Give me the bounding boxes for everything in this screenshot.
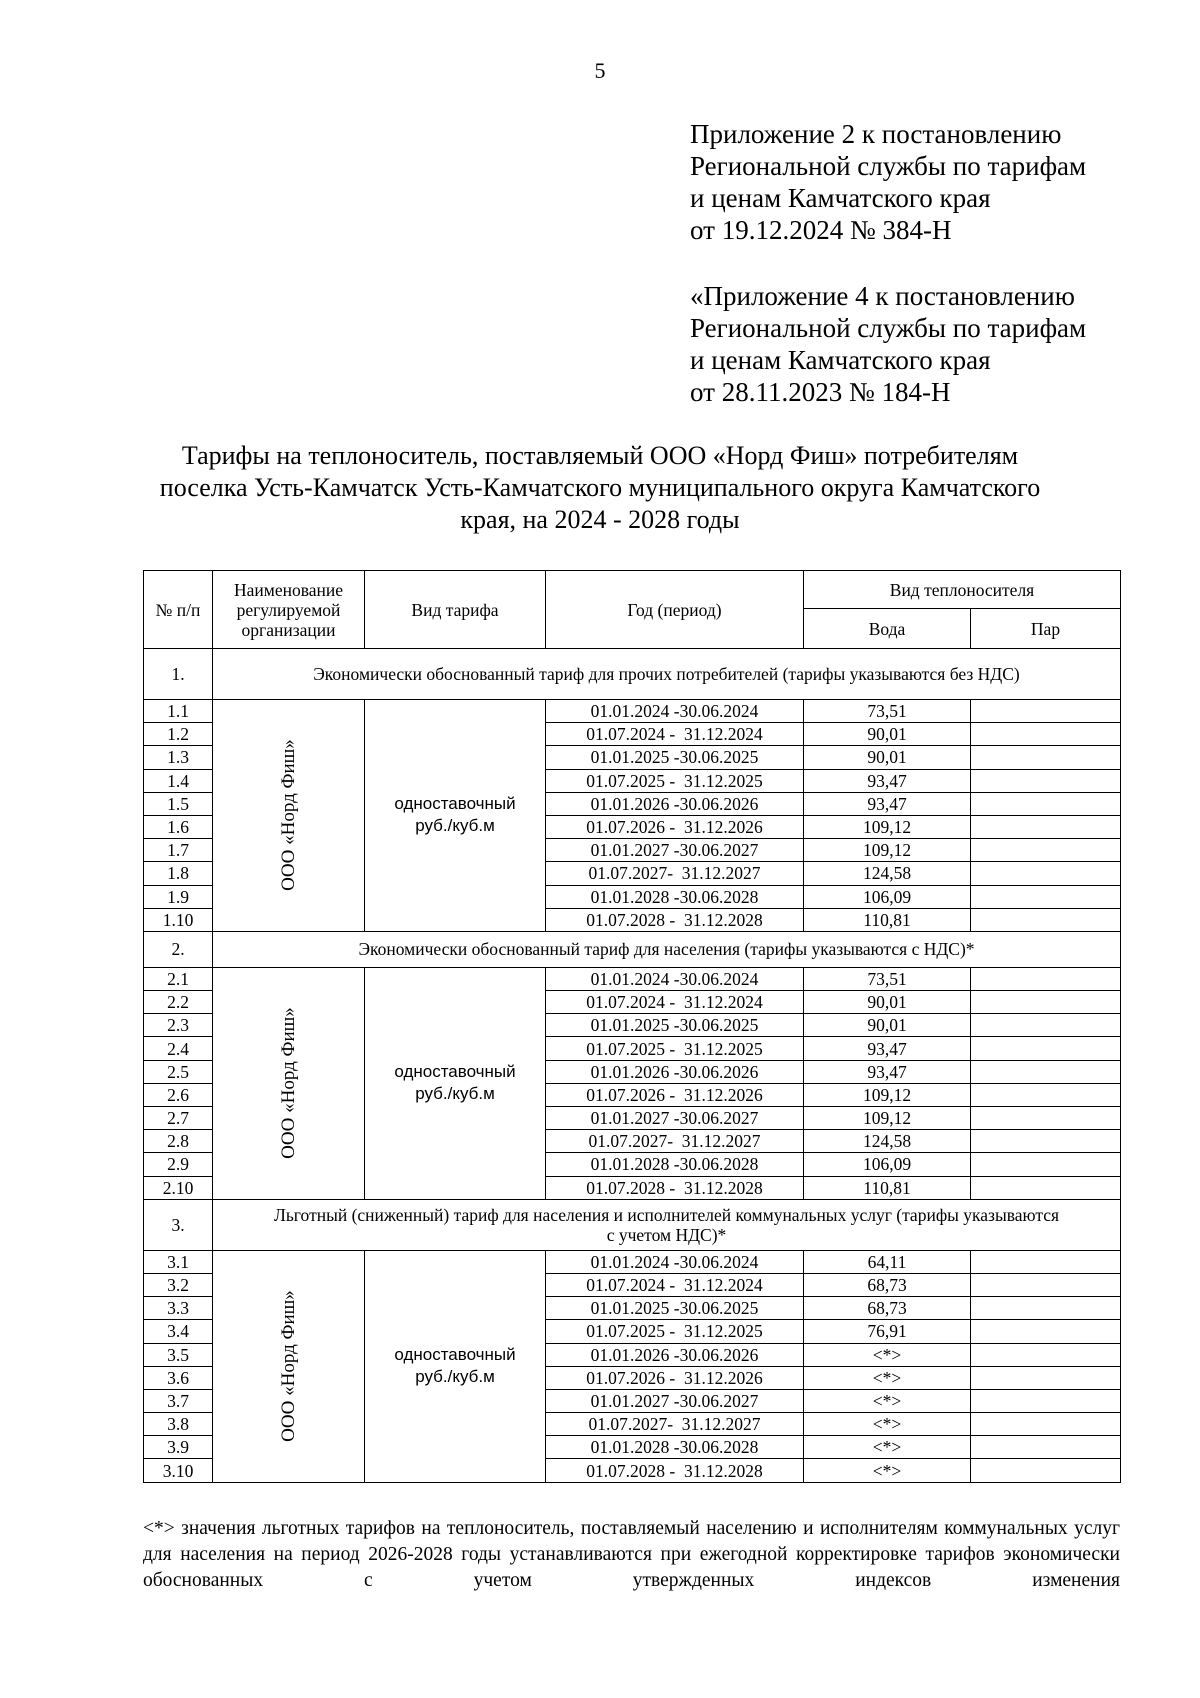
org-name-cell [213, 967, 365, 1199]
section-number: 3. [144, 1199, 213, 1250]
water-tariff: 93,47 [804, 769, 971, 792]
row-number: 3.1 [144, 1250, 213, 1273]
water-tariff: 93,47 [804, 1060, 971, 1083]
document-title [100, 440, 1100, 536]
row-number: 1.2 [144, 723, 213, 746]
period: 01.07.2024 - 31.12.2024 [546, 1273, 804, 1296]
row-number: 3.4 [144, 1320, 213, 1343]
row-number: 3.9 [144, 1436, 213, 1459]
water-tariff: 110,81 [804, 908, 971, 931]
steam-tariff [971, 1060, 1121, 1083]
steam-tariff [971, 1153, 1121, 1176]
appendix-line: и ценам Камчатского края [690, 183, 991, 213]
title-line: Тарифы на теплоноситель, поставляемый ООО «Норд Фиш» потребителям [181, 441, 1019, 470]
period: 01.01.2025 -30.06.2025 [546, 746, 804, 769]
header-tariff-type: Вид тарифа [365, 571, 546, 649]
period: 01.07.2028 - 31.12.2028 [546, 908, 804, 931]
footnote: <*> значения льготных тарифов на теплоноситель, поставляемый населению и исполнителям коммунальных услуг для населения на период 2026-2028 годы устанавливаются при ежегодной корректировке тарифов экономически обоснованных с учетом утвержденных индексов изменения [143, 1518, 1120, 1591]
steam-tariff [971, 1130, 1121, 1153]
water-tariff: <*> [804, 1366, 971, 1389]
water-tariff: 124,58 [804, 1130, 971, 1153]
steam-tariff [971, 1273, 1121, 1296]
table-row [144, 967, 1121, 990]
period: 01.01.2026 -30.06.2026 [546, 1343, 804, 1366]
water-tariff: 109,12 [804, 1107, 971, 1130]
period: 01.01.2025 -30.06.2025 [546, 1297, 804, 1320]
org-name-cell [213, 1250, 365, 1482]
section-number: 1. [144, 649, 213, 700]
period: 01.01.2024 -30.06.2024 [546, 700, 804, 723]
water-tariff: 64,11 [804, 1250, 971, 1273]
row-number: 3.5 [144, 1343, 213, 1366]
water-tariff: 68,73 [804, 1273, 971, 1296]
appendix-line: «Приложение 4 к постановлению [690, 281, 1075, 311]
water-tariff: 76,91 [804, 1320, 971, 1343]
section-row [144, 931, 1121, 967]
water-tariff: 93,47 [804, 1037, 971, 1060]
steam-tariff [971, 1176, 1121, 1199]
header-num: № п/п [144, 571, 213, 649]
header-carrier: Вид теплоносителя [804, 571, 1121, 609]
water-tariff: 106,09 [804, 885, 971, 908]
period: 01.01.2026 -30.06.2026 [546, 1060, 804, 1083]
org-name-cell [213, 700, 365, 932]
table-row [144, 700, 1121, 723]
row-number: 3.6 [144, 1366, 213, 1389]
water-tariff: <*> [804, 1389, 971, 1412]
steam-tariff [971, 1320, 1121, 1343]
title-line: края, на 2024 - 2028 годы [460, 505, 740, 534]
appendix-header-original [690, 280, 1086, 408]
steam-tariff [971, 1366, 1121, 1389]
steam-tariff [971, 967, 1121, 990]
water-tariff: 124,58 [804, 862, 971, 885]
appendix-line: Региональной службы по тарифам [690, 151, 1087, 181]
org-name: ООО «Норд Фиш» [277, 1290, 299, 1442]
steam-tariff [971, 1083, 1121, 1106]
water-tariff: 109,12 [804, 839, 971, 862]
period: 01.01.2027 -30.06.2027 [546, 1389, 804, 1412]
row-number: 3.7 [144, 1389, 213, 1412]
org-name: ООО «Норд Фиш» [277, 1007, 299, 1160]
steam-tariff [971, 991, 1121, 1014]
row-number: 1.4 [144, 769, 213, 792]
title-line: поселка Усть-Камчатск Усть-Камчатского муниципального округа Камчатского [159, 473, 1041, 502]
row-number: 2.3 [144, 1014, 213, 1037]
steam-tariff [971, 1389, 1121, 1412]
steam-tariff [971, 1107, 1121, 1130]
row-number: 3.10 [144, 1459, 213, 1482]
period: 01.07.2028 - 31.12.2028 [546, 1176, 804, 1199]
period: 01.01.2024 -30.06.2024 [546, 967, 804, 990]
steam-tariff [971, 839, 1121, 862]
steam-tariff [971, 1343, 1121, 1366]
tariff-type: одноставочный руб./куб.м [365, 700, 546, 932]
row-number: 1.3 [144, 746, 213, 769]
water-tariff: <*> [804, 1459, 971, 1482]
section-number: 2. [144, 931, 213, 967]
row-number: 2.10 [144, 1176, 213, 1199]
table-body [144, 649, 1121, 1483]
period: 01.07.2025 - 31.12.2025 [546, 1320, 804, 1343]
row-number: 1.8 [144, 862, 213, 885]
water-tariff: 90,01 [804, 723, 971, 746]
appendix-line: от 19.12.2024 № 384-Н [690, 215, 952, 245]
steam-tariff [971, 723, 1121, 746]
steam-tariff [971, 1014, 1121, 1037]
appendix-line: Региональной службы по тарифам [690, 313, 1087, 343]
period: 01.07.2026 - 31.12.2026 [546, 1366, 804, 1389]
steam-tariff [971, 1250, 1121, 1273]
water-tariff: 106,09 [804, 1153, 971, 1176]
row-number: 2.4 [144, 1037, 213, 1060]
steam-tariff [971, 1297, 1121, 1320]
row-number: 1.6 [144, 815, 213, 838]
row-number: 3.2 [144, 1273, 213, 1296]
period: 01.01.2028 -30.06.2028 [546, 1153, 804, 1176]
steam-tariff [971, 885, 1121, 908]
water-tariff: 109,12 [804, 1083, 971, 1106]
steam-tariff [971, 1459, 1121, 1482]
water-tariff: 90,01 [804, 991, 971, 1014]
period: 01.07.2025 - 31.12.2025 [546, 1037, 804, 1060]
header-period: Год (период) [546, 571, 804, 649]
steam-tariff [971, 815, 1121, 838]
period: 01.07.2027- 31.12.2027 [546, 1130, 804, 1153]
tariff-table [143, 570, 1121, 1483]
steam-tariff [971, 769, 1121, 792]
appendix-line: и ценам Камчатского края [690, 345, 991, 375]
period: 01.07.2024 - 31.12.2024 [546, 723, 804, 746]
appendix-line: Приложение 2 к постановлению [690, 119, 1062, 149]
steam-tariff [971, 792, 1121, 815]
steam-tariff [971, 746, 1121, 769]
row-number: 2.6 [144, 1083, 213, 1106]
period: 01.07.2026 - 31.12.2026 [546, 1083, 804, 1106]
appendix-header-current [690, 118, 1086, 246]
row-number: 3.8 [144, 1413, 213, 1436]
water-tariff: 93,47 [804, 792, 971, 815]
row-number: 2.1 [144, 967, 213, 990]
section-title: Экономически обоснованный тариф для прочих потребителей (тарифы указываются без НДС) [213, 649, 1121, 700]
period: 01.01.2028 -30.06.2028 [546, 885, 804, 908]
steam-tariff [971, 1413, 1121, 1436]
water-tariff: 68,73 [804, 1297, 971, 1320]
water-tariff: <*> [804, 1413, 971, 1436]
row-number: 3.3 [144, 1297, 213, 1320]
row-number: 2.9 [144, 1153, 213, 1176]
header-org: Наименование регулируемой организации [213, 571, 365, 649]
row-number: 1.5 [144, 792, 213, 815]
water-tariff: 90,01 [804, 746, 971, 769]
steam-tariff [971, 700, 1121, 723]
row-number: 2.5 [144, 1060, 213, 1083]
period: 01.07.2025 - 31.12.2025 [546, 769, 804, 792]
row-number: 1.10 [144, 908, 213, 931]
steam-tariff [971, 862, 1121, 885]
row-number: 1.9 [144, 885, 213, 908]
period: 01.01.2025 -30.06.2025 [546, 1014, 804, 1037]
steam-tariff [971, 908, 1121, 931]
period: 01.01.2026 -30.06.2026 [546, 792, 804, 815]
appendix-line: от 28.11.2023 № 184-Н [690, 377, 951, 407]
water-tariff: 73,51 [804, 700, 971, 723]
period: 01.01.2028 -30.06.2028 [546, 1436, 804, 1459]
tariff-type: одноставочный руб./куб.м [365, 967, 546, 1199]
org-name: ООО «Норд Фиш» [277, 739, 299, 892]
period: 01.01.2027 -30.06.2027 [546, 839, 804, 862]
steam-tariff [971, 1037, 1121, 1060]
period: 01.01.2024 -30.06.2024 [546, 1250, 804, 1273]
water-tariff: <*> [804, 1343, 971, 1366]
water-tariff: <*> [804, 1436, 971, 1459]
water-tariff: 73,51 [804, 967, 971, 990]
row-number: 2.8 [144, 1130, 213, 1153]
header-steam: Пар [971, 609, 1121, 649]
water-tariff: 90,01 [804, 1014, 971, 1037]
water-tariff: 109,12 [804, 815, 971, 838]
period: 01.01.2027 -30.06.2027 [546, 1107, 804, 1130]
period: 01.07.2026 - 31.12.2026 [546, 815, 804, 838]
page-number: 5 [594, 58, 606, 83]
section-title: Экономически обоснованный тариф для населения (тарифы указываются с НДС)* [213, 931, 1121, 967]
header-water: Вода [804, 609, 971, 649]
section-row [144, 649, 1121, 700]
period: 01.07.2024 - 31.12.2024 [546, 991, 804, 1014]
row-number: 1.1 [144, 700, 213, 723]
section-title: Льготный (сниженный) тариф для населения и исполнителей коммунальных услуг (тарифы указываются с учетом НДС)* [213, 1199, 1121, 1250]
tariff-type: одноставочный руб./куб.м [365, 1250, 546, 1482]
water-tariff: 110,81 [804, 1176, 971, 1199]
period: 01.07.2027- 31.12.2027 [546, 862, 804, 885]
row-number: 2.2 [144, 991, 213, 1014]
row-number: 1.7 [144, 839, 213, 862]
table-row [144, 1250, 1121, 1273]
period: 01.07.2028 - 31.12.2028 [546, 1459, 804, 1482]
row-number: 2.7 [144, 1107, 213, 1130]
section-row [144, 1199, 1121, 1250]
steam-tariff [971, 1436, 1121, 1459]
period: 01.07.2027- 31.12.2027 [546, 1413, 804, 1436]
